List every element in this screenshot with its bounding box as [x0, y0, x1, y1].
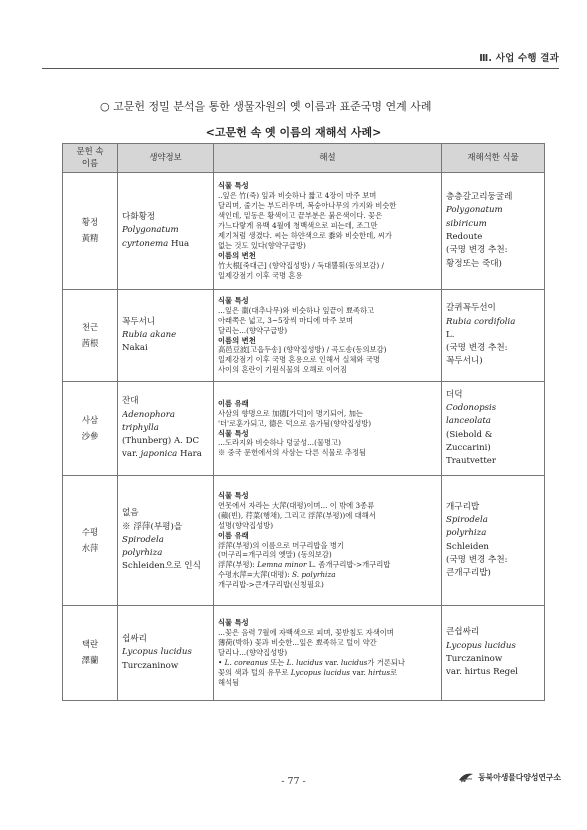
old-name-hanja: 澤蘭: [81, 655, 99, 665]
reinterpreted-plant-line: 개구리밥: [446, 501, 480, 512]
table-row: [63, 382, 545, 476]
explanation-line: (蘋(빈), 荇菜(행채), 그리고 浮萍(부평))에 대해서: [218, 510, 376, 520]
org-name: 동북아생물다양성연구소: [478, 772, 561, 782]
reinterpreted-plant-cell: [442, 476, 545, 606]
explanation-line: (머구리=개구리의 옛말) (동의보감): [218, 550, 332, 560]
herbal-info-line: cyrtonema Hua: [122, 238, 190, 249]
explanation-heading: 이름 유래: [218, 530, 249, 540]
explanation-line: ※ 중국 문헌에서의 사삼는 다른 식물로 추정됨: [218, 448, 367, 458]
old-name-korean: 천근: [81, 321, 99, 332]
herbal-info-line: Nakai: [122, 343, 148, 354]
explanation-line: 일제강점기 이후 국명 혼용으로 인해서 실체와 국명: [218, 355, 380, 365]
reinterpreted-plant-line: L.: [446, 329, 455, 340]
old-name-korean: 황정: [81, 217, 99, 228]
table-title: <고문헌 속 옛 이름의 재해석 사례>: [205, 126, 382, 139]
explanation-heading: 이름 유래: [218, 398, 249, 408]
herbal-info-line: (Thunberg) A. DC: [122, 436, 200, 447]
reinterpreted-plant-line: 황정또는 죽대): [446, 258, 502, 269]
old-name-korean: 택란: [81, 639, 99, 650]
old-name-cell: [63, 290, 118, 382]
explanation-line: '더'로훈가되고, 德은 덕으로 음가됨(향약집성방): [218, 418, 372, 428]
explanation-line: 수평水萍=大萍(대평): S. polyrhiza: [218, 570, 336, 580]
reinterpreted-plant-line: 큰쉽싸리: [446, 627, 480, 638]
explanation-line: 연못에서 자라는 大萍(대평)이며... 이 밖에 3종류: [218, 500, 375, 510]
explanation-line: ..잎은 竹(죽) 잎과 비슷하나 짧고 4장이 마주 보며: [218, 191, 377, 201]
section-header: Ⅲ. 사업 수행 결과: [479, 53, 559, 64]
reinterpreted-plant-cell: [442, 606, 545, 701]
explanation-line: 해석됨: [218, 677, 240, 687]
explanation-heading: 식물 특성: [218, 428, 249, 438]
explanation-cell: [214, 173, 442, 290]
org-logo-icon: [458, 770, 474, 784]
reinterpreted-plant-line: Rubia cordifolia: [446, 316, 516, 327]
explanation-heading: 식물 특성: [218, 618, 249, 628]
herbal-info-cell: [118, 173, 214, 290]
reinterpreted-plant-line: polyrhiza: [446, 528, 487, 539]
explanation-line: 달리는...(향약구급방): [218, 325, 288, 335]
explanation-cell: [214, 476, 442, 606]
table-row: [63, 476, 545, 606]
explanation-line: ...잎은 棗(대추나무)와 비슷하나 잎끝이 뾰족하고: [218, 305, 375, 315]
explanation-line: ...꽃은 음력 7월에 자백색으로 피며, 꽃받침도 자색이며: [218, 628, 394, 638]
reinterpreted-plant-line: Trautvetter: [446, 456, 496, 467]
herbal-info-cell: [118, 290, 214, 382]
explanation-cell: [214, 606, 442, 701]
old-name-cell: [63, 606, 118, 701]
old-name-cell: [63, 173, 118, 290]
reinterpreted-plant-cell: [442, 290, 545, 382]
explanation-line: 없는 것도 있다(향약구급방): [218, 240, 306, 250]
reinterpreted-plant-line: (국명 변경 추천:: [446, 554, 508, 565]
org-logo: [458, 770, 561, 784]
explanation-heading: 식물 특성: [218, 295, 249, 305]
herbal-info-cell: [118, 606, 214, 701]
herbal-info-line: ※ 浮萍(부평)을: [122, 521, 183, 532]
explanation-heading: 식물 특성: [218, 490, 249, 500]
explanation-heading: 이름의 변천: [218, 335, 256, 345]
old-name-cell: [63, 382, 118, 476]
old-name-hanja: 黃精: [81, 233, 99, 243]
reinterpretation-table: [62, 143, 545, 701]
herbal-info-line: var. japonica Hara: [122, 449, 202, 460]
explanation-line: 사삼의 향명으로 加德[가덕]이 명기되어, 加는: [218, 408, 363, 418]
explanation-line: 달리나...(향약집성방): [218, 648, 288, 658]
reinterpreted-plant-line: (국명 변경 추천:: [446, 245, 508, 256]
herbal-info-line: 없음: [122, 508, 139, 519]
herbal-info-cell: [118, 382, 214, 476]
table-row: [63, 606, 545, 701]
old-name-korean: 사삼: [81, 414, 99, 425]
explanation-line: 竹大根[죽대근] (향약집성방) / 둑대뿔휘(동의보감) /: [218, 260, 384, 270]
explanation-line: 일제강점기 이후 국명 혼용: [218, 270, 303, 280]
reinterpreted-plant-line: Lycopus lucidus: [446, 640, 516, 651]
header-sci: 재해석한 식물: [442, 144, 545, 173]
explanation-line: 浮萍(부평)의 이름으로 머구리밥을 병기: [218, 540, 344, 550]
herbal-info-line: 쉽싸리: [122, 634, 147, 645]
table-header-row: [63, 144, 545, 173]
intro-line: [100, 98, 431, 114]
herbal-info-line: Schleiden으로 인식: [122, 561, 201, 572]
explanation-line: 개구리밥->큰개구리밥(신칭필요): [218, 580, 324, 590]
herbal-info-cell: [118, 476, 214, 606]
reinterpreted-plant-line: 큰개구리밥): [446, 568, 491, 579]
reinterpreted-plant-line: Turczaninow: [446, 654, 503, 664]
explanation-line: 浮萍(부평): Lemna minor L. 좀개구리밥->개구리밥: [218, 560, 391, 570]
explanation-cell: [214, 290, 442, 382]
table-row: [63, 173, 545, 290]
herbal-info-line: Rubia akane: [122, 329, 177, 340]
explanation-line: • L. coreanus 또는 L. lucidus var. lucidus가 거론되나: [218, 657, 405, 667]
herbal-info-line: polyrhiza: [122, 548, 163, 559]
reinterpreted-plant-line: Codonopsis: [446, 402, 497, 413]
explanation-line: 아래쪽은 넓고, 3~5장씩 마디에 마주 보며: [218, 315, 354, 325]
explanation-line: 사이의 혼란이 기원식물의 오해로 이어짐: [218, 365, 348, 375]
reinterpreted-plant-line: var. hirtus Regel: [446, 667, 519, 678]
header-info: 생약정보: [118, 144, 214, 173]
explanation-line: 高邑豆波[고읍두송] (향약집성방) / 곡도송(동의보감): [218, 345, 387, 355]
explanation-heading: 이름의 변천: [218, 250, 256, 260]
reinterpreted-plant-line: Polygonatum: [446, 205, 503, 216]
herbal-info-line: 다화황정: [122, 212, 156, 223]
explanation-line: ...도라지와 비슷하나 덩굴성...(물명고): [218, 438, 341, 448]
page-number: - 77 -: [281, 776, 306, 787]
herbal-info-line: triphylla: [122, 422, 159, 433]
explanation-line: 가느다랗게 유백 4월에 청백색으로 피는데, 조그만: [218, 221, 378, 231]
reinterpreted-plant-cell: [442, 173, 545, 290]
herbal-info-line: 꼭두서니: [122, 316, 156, 327]
explanation-line: 꽃의 색과 털의 유무로 Lycopus lucidus var. hirtus로: [218, 667, 398, 677]
old-name-hanja: 水萍: [81, 542, 99, 553]
header-desc: 해설: [214, 144, 442, 173]
explanation-line: 색인데, 밑동은 황색이고 끝부분은 붉은색이다. 꽃은: [218, 211, 383, 221]
explanation-heading: 식물 특성: [218, 181, 249, 191]
header-divider: [42, 68, 559, 69]
herbal-info-line: Lycopus lucidus: [122, 647, 192, 658]
herbal-info-line: Turczaninow: [122, 660, 179, 671]
herbal-info-line: 잔대: [122, 396, 139, 407]
reinterpreted-plant-line: 갈퀴꼭두선이: [446, 303, 496, 314]
old-name-hanja: 茜根: [81, 337, 99, 348]
reinterpreted-plant-line: sibiricum: [446, 218, 487, 229]
herbal-info-line: Spirodela: [122, 534, 164, 545]
reinterpreted-plant-line: Schleiden: [446, 541, 489, 552]
reinterpreted-plant-line: 더덕: [446, 389, 463, 400]
old-name-cell: [63, 476, 118, 606]
herbal-info-line: Polygonatum: [122, 225, 179, 236]
reinterpreted-plant-line: Redoute: [446, 232, 483, 242]
reinterpreted-plant-line: (Siebold &: [446, 429, 493, 440]
reinterpreted-plant-line: lanceolata: [446, 416, 491, 427]
explanation-line: 달리며, 줄기는 부드러우며, 복숭아나무의 가지와 비슷한: [218, 201, 397, 211]
reinterpreted-plant-line: (국명 변경 추천:: [446, 343, 508, 354]
explanation-line: 설명(향약집성방): [218, 520, 274, 530]
herbal-info-line: Adenophora: [122, 409, 175, 420]
bullet-icon: ○: [100, 100, 110, 113]
explanation-line: 薄荷(박하) 꽃과 비슷한...잎은 뾰족하고 털이 약간: [218, 638, 377, 648]
table-row: [63, 290, 545, 382]
reinterpreted-plant-line: Spirodela: [446, 514, 488, 525]
explanation-cell: [214, 382, 442, 476]
old-name-korean: 수평: [81, 526, 99, 537]
old-name-hanja: 沙參: [81, 430, 99, 441]
reinterpreted-plant-line: 층층갈고리둥굴레: [446, 192, 513, 203]
reinterpreted-plant-line: Zuccarini): [446, 442, 491, 453]
reinterpreted-plant-cell: [442, 382, 545, 476]
intro-text: 고문헌 정밀 분석을 통한 생물자원의 옛 이름과 표준국명 연계 사례: [113, 100, 432, 113]
explanation-line: 제기처럼 생겼다. 씨는 하얀색으로 黍와 비슷한데, 씨가: [218, 231, 392, 240]
reinterpreted-plant-line: 꼭두서니): [446, 356, 483, 367]
header-name: 문헌 속 이름: [63, 144, 118, 173]
